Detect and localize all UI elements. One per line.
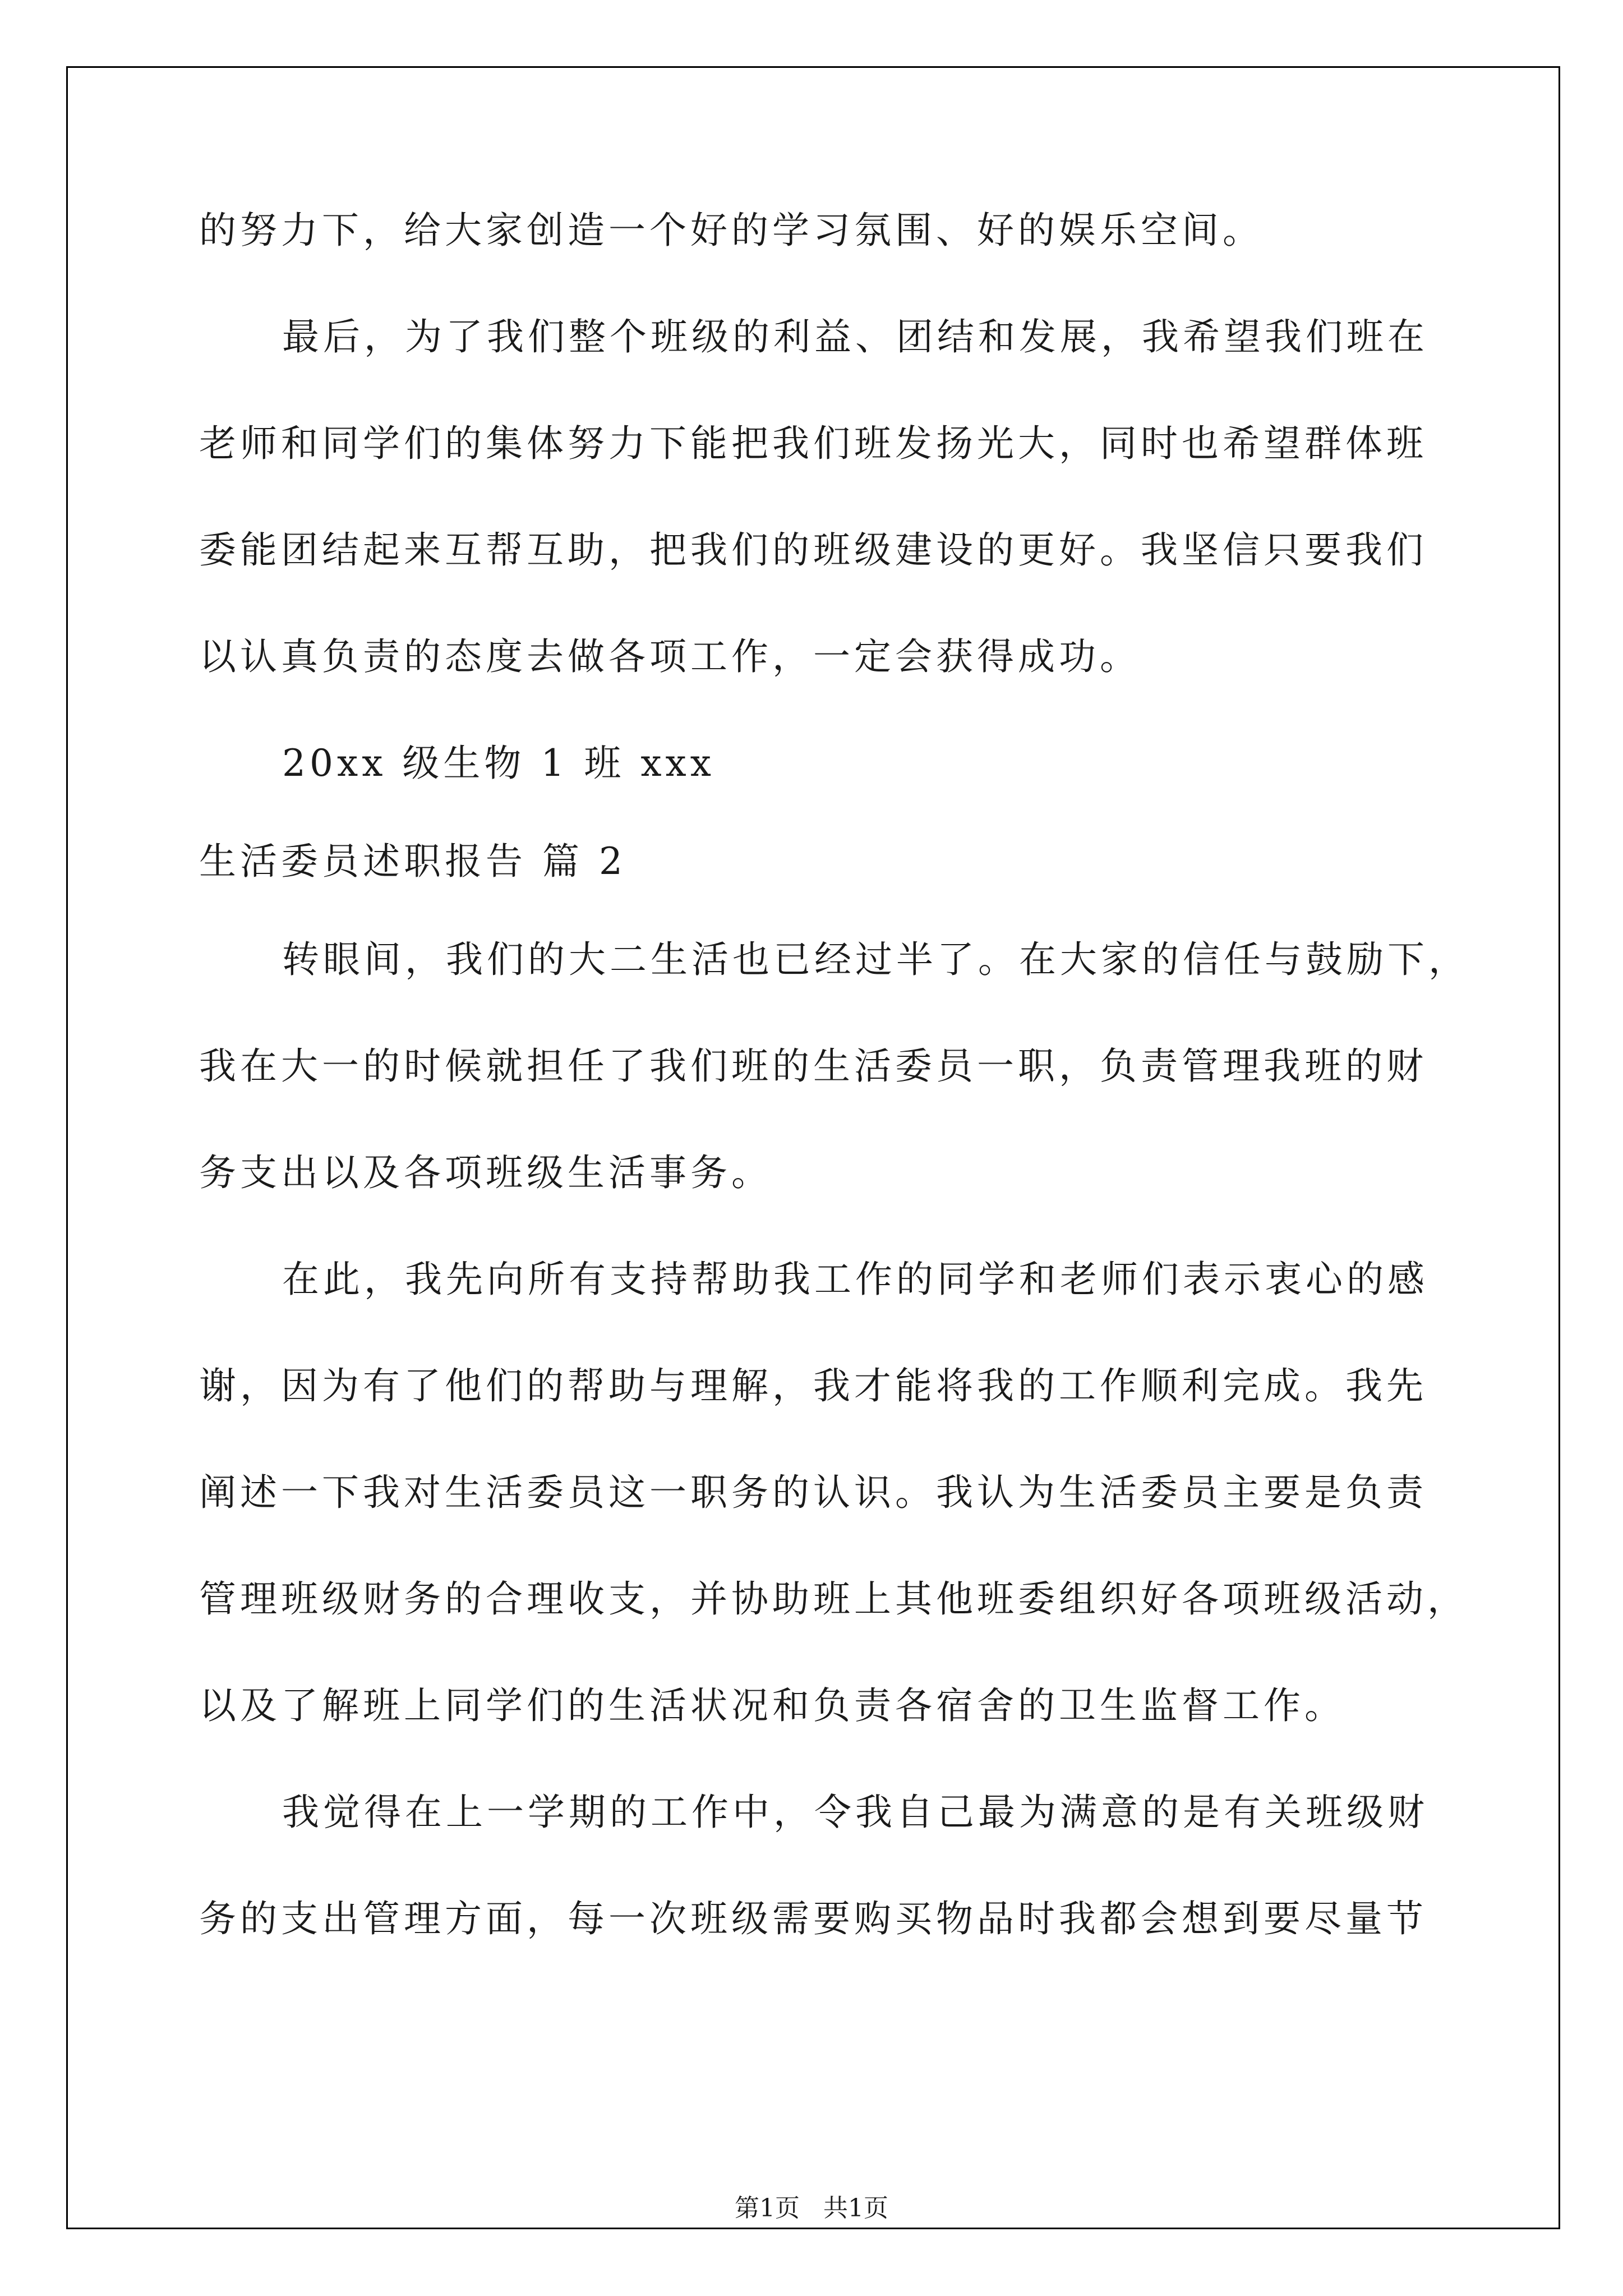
paragraph-line: 老师和同学们的集体努力下能把我们班发扬光大，同时也希望群体班 [199, 422, 1427, 465]
paragraph-line: 阐述一下我对生活委员这一职务的认识。我认为生活委员主要是负责 [199, 1471, 1427, 1514]
paragraph-line: 以及了解班上同学们的生活状况和负责各宿舍的卫生监督工作。 [199, 1684, 1345, 1727]
paragraph-line: 务的支出管理方面，每一次班级需要购买物品时我都会想到要尽量节 [199, 1897, 1427, 1940]
section-heading: 生活委员述职报告 篇 2 [199, 840, 626, 883]
paragraph-line: 管理班级财务的合理收支，并协助班上其他班委组织好各项班级活动， [199, 1577, 1468, 1621]
paragraph-line: 在此，我先向所有支持帮助我工作的同学和老师们表示衷心的感 [282, 1258, 1428, 1301]
signature-line: 20xx 级生物 1 班 xxx [282, 742, 715, 785]
paragraph-line: 转眼间，我们的大二生活也已经过半了。在大家的信任与鼓励下， [282, 938, 1469, 981]
paragraph-line: 谢，因为有了他们的帮助与理解，我才能将我的工作顺利完成。我先 [199, 1364, 1427, 1407]
page-footer: 第1页 共1页 [735, 2194, 888, 2223]
paragraph-line: 以认真负责的态度去做各项工作，一定会获得成功。 [199, 635, 1141, 678]
paragraph-line: 的努力下，给大家创造一个好的学习氛围、好的娱乐空间。 [199, 209, 1264, 252]
paragraph-line: 我觉得在上一学期的工作中，令我自己最为满意的是有关班级财 [282, 1791, 1428, 1834]
paragraph-line: 最后，为了我们整个班级的利益、团结和发展，我希望我们班在 [282, 315, 1428, 358]
paragraph-line: 委能团结起来互帮互助，把我们的班级建设的更好。我坚信只要我们 [199, 528, 1427, 572]
paragraph-line: 务支出以及各项班级生活事务。 [199, 1151, 772, 1194]
paragraph-line: 我在大一的时候就担任了我们班的生活委员一职，负责管理我班的财 [199, 1045, 1427, 1088]
